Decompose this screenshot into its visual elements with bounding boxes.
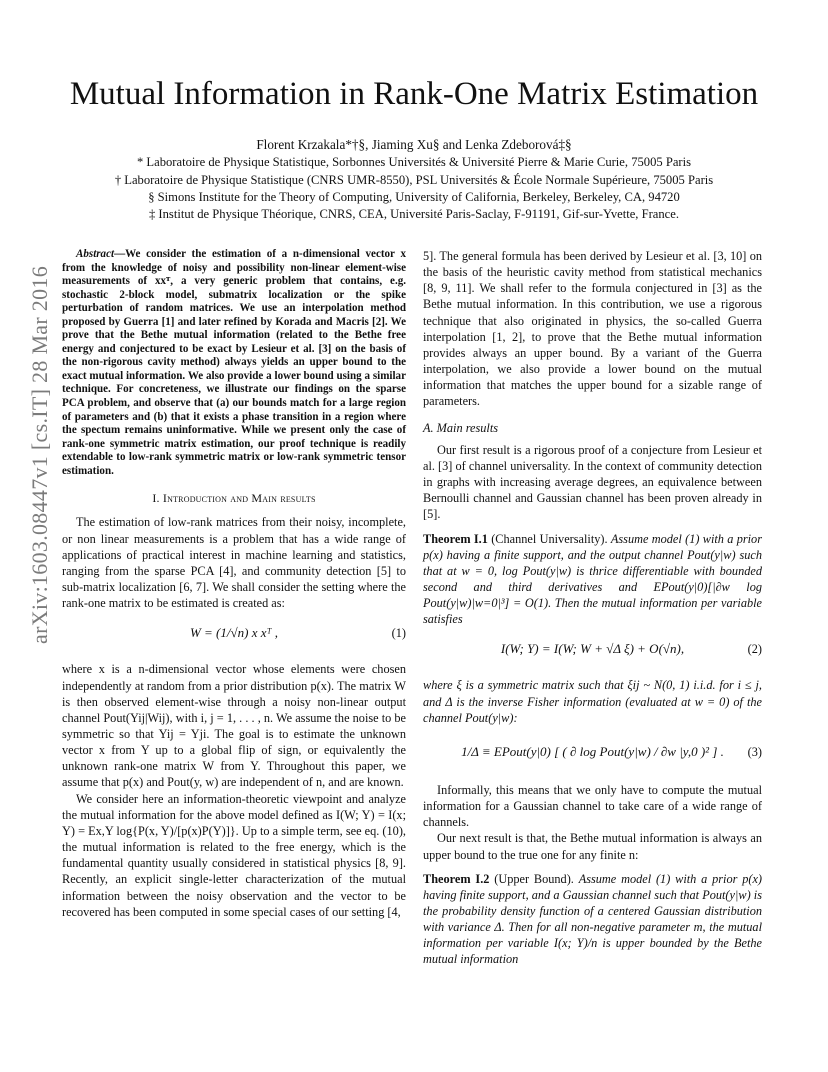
equation-1 — [62, 617, 406, 655]
affiliation-3: § Simons Institute for the Theory of Computing, University of California, Berkeley, Berkeley, CA, 94720 — [148, 190, 680, 204]
intro-paragraph-2: where x is a n-dimensional vector whose elements were chosen independently at random from a prior distribution p(x). The matrix W is then observed element-wise through a noisy non-linear output channel Pout(Yij|Wij), with i, j = 1, . . . , n. We assume the noise to be symmetric so that Yij = Yji. The goal is to estimate the unknown vector x from Y up to a global flip of sign, or equivalently the unknown rank-one matrix W from Y. Throughout this paper, we assume that p(x) and Pout(y, w) are independent of n, and are known. — [62, 662, 406, 790]
theorem-2-body: Assume model (1) with a prior p(x) having finite support, and a Gaussian channel such that Pout(y|w) is the probability density function of a centered Gaussian distribution with variance Δ. Then for all non-negative parameter m, the mutual information per variable I(x; Y)/n is upper bounded by the Bethe mutual information — [423, 871, 762, 967]
abstract-text: —We consider the estimation of a n-dimensional vector x from the knowledge of noisy and possibility non-linear element-wise measurements of xxᵀ, a very generic problem that contains, e.g. stochastic 2-block model, submatrix localization or the spike perturbation of random matrices. We use an interpolation method proposed by Guerra [1] and later refined by Korada and Macris [2]. We prove that the Bethe mutual information (related to the Bethe free energy and conjectured to be exact by Lesieur et al. [3] on the basis of the non-rigorous cavity method) always yields an upper bound to the exact mutual information. We also provide a lower bound using a similar technique. For concreteness, we illustrate our findings on the sparse PCA problem, and observe that (a) our bounds match for a large region of parameters and (b) that it exists a phase transition in a region where the spectum remains uninformative. While we present only the case of rank-one symmetric matrix estimation, our proof technique is readily extendable to low-rank symmetric matrix or low-rank symmetric tensor estimation. — [62, 248, 406, 477]
right-paragraph-4: Our next result is that, the Bethe mutual information is always an upper bound to the true one for any finite n: — [423, 831, 762, 862]
affiliation-4: ‡ Institut de Physique Théorique, CNRS, CEA, Université Paris-Saclay, F-91191, Gif-sur-Yvette, France. — [148, 207, 680, 221]
intro-paragraph-3: We consider here an information-theoretic viewpoint and analyze the mutual information for the above model defined as I(W; Y) = I(x; Y) = Ex,Y log{P(x, Y)/[p(x)P(Y)]}. Up to a simple term, see eq. (10), the mutual information is related to the free energy, which is the fundamental quantity usually considered in statistical physics [8, 9]. Recently, an explicit single-letter characterization of the mutual information between the noisy observation and the vector to be recovered has been computed in some special cases of our setting [4, — [62, 791, 406, 919]
right-paragraph-3: Informally, this means that we only have to compute the mutual information for a Gaussian channel to take care of a wide range of channels. — [423, 782, 762, 830]
abstract — [62, 248, 406, 478]
theorem-2-name: (Upper Bound). — [489, 871, 579, 886]
section-heading: I. Introduction and Main results — [152, 491, 316, 506]
equation-2-number: (2) — [747, 642, 762, 657]
theorem-1-continuation: where ξ is a symmetric matrix such that ξij ~ N(0, 1) i.i.d. for i ≤ j, and Δ is the inverse Fisher information (evaluated at w = 0) of the channel Pout(y|w): — [423, 678, 762, 725]
theorem-2 — [423, 871, 762, 968]
arxiv-identifier-text: arXiv:1603.08447v1 [cs.IT] 28 Mar 2016 — [27, 266, 52, 644]
equation-2-body: I(W; Y) = I(W; W + √Δ ξ) + O(√n), — [500, 641, 685, 657]
theorem-1-label: Theorem I.1 — [423, 531, 488, 546]
arxiv-identifier — [18, 235, 62, 675]
equation-3 — [423, 732, 762, 776]
equation-3-body: 1/Δ ≡ EPout(y|0) [ ( ∂ log Pout(y|w) / ∂w |y,0 )² ] . — [461, 743, 724, 759]
right-paragraph-2: Our first result is a rigorous proof of a conjecture from Lesieur et al. [3] of channel universality. In the context of community detection in graphs with increasing average degrees, an equivalence between Bernoulli channel and Gaussian channel has been proven already in [5]. — [423, 442, 762, 522]
theorem-2-label: Theorem I.2 — [423, 871, 490, 886]
equation-2 — [423, 633, 762, 671]
right-column — [423, 248, 762, 968]
theorem-1-body: Assume model (1) with a prior p(x) having a finite support, and the output channel Pout(y|w) such that at w = 0, log Pout(y|w) is thrice differentiable with bounded second and third derivatives and EPout(y|0)[|∂w log Pout(y|w)|w=0|³] = O(1). Then the mutual information per variable satisfies — [423, 531, 762, 627]
paper-title: Mutual Information in Rank-One Matrix Estimation — [69, 76, 759, 112]
abstract-label: Abstract — [76, 248, 115, 260]
left-column — [62, 248, 406, 920]
intro-paragraph-1: The estimation of low-rank matrices from their noisy, incomplete, or non linear measurements is a problem that has a wide range of applications of practical interest in machine learning and statistics, ranging from the sparse PCA [4], and community detection [5] to sub-matrix localization [6, 7]. We shall consider the setting where the rank-one matrix to be estimated is created as: — [62, 515, 406, 611]
authors: Florent Krzakala*†§, Jiaming Xu§ and Lenka Zdeborová‡§ — [256, 137, 572, 152]
affiliation-1: * Laboratoire de Physique Statistique, Sorbonnes Universités & Université Pierre & Marie Curie, 75005 Paris — [136, 155, 692, 169]
equation-1-body: W = (1/√n) x xᵀ , — [189, 625, 279, 641]
theorem-1 — [423, 531, 762, 628]
theorem-1-name: (Channel Universality). — [487, 531, 611, 546]
right-paragraph-1: 5]. The general formula has been derived by Lesieur et al. [3, 10] on the basis of the heuristic cavity method from statistical mechanics [8, 9, 11]. We shall refer to the formula conjectured in [3] as the Bethe mutual information. In this contribution, we use a rigorous technique that also originated in physics, the so-called Guerra interpolation [1, 2], to prove that the Bethe mutual information provides always an upper bound. By a variant of the Guerra interpolation, we also provide a lower bound on the mutual information that matches the upper bound for a sizable range of parameters. — [423, 249, 762, 409]
equation-3-number: (3) — [747, 744, 762, 759]
subsection-heading: A. Main results — [423, 420, 499, 435]
equation-1-number: (1) — [391, 626, 406, 641]
affiliation-2: † Laboratoire de Physique Statistique (CNRS UMR-8550), PSL Universités & École Normale Supérieure, 75005 Paris — [114, 173, 714, 187]
